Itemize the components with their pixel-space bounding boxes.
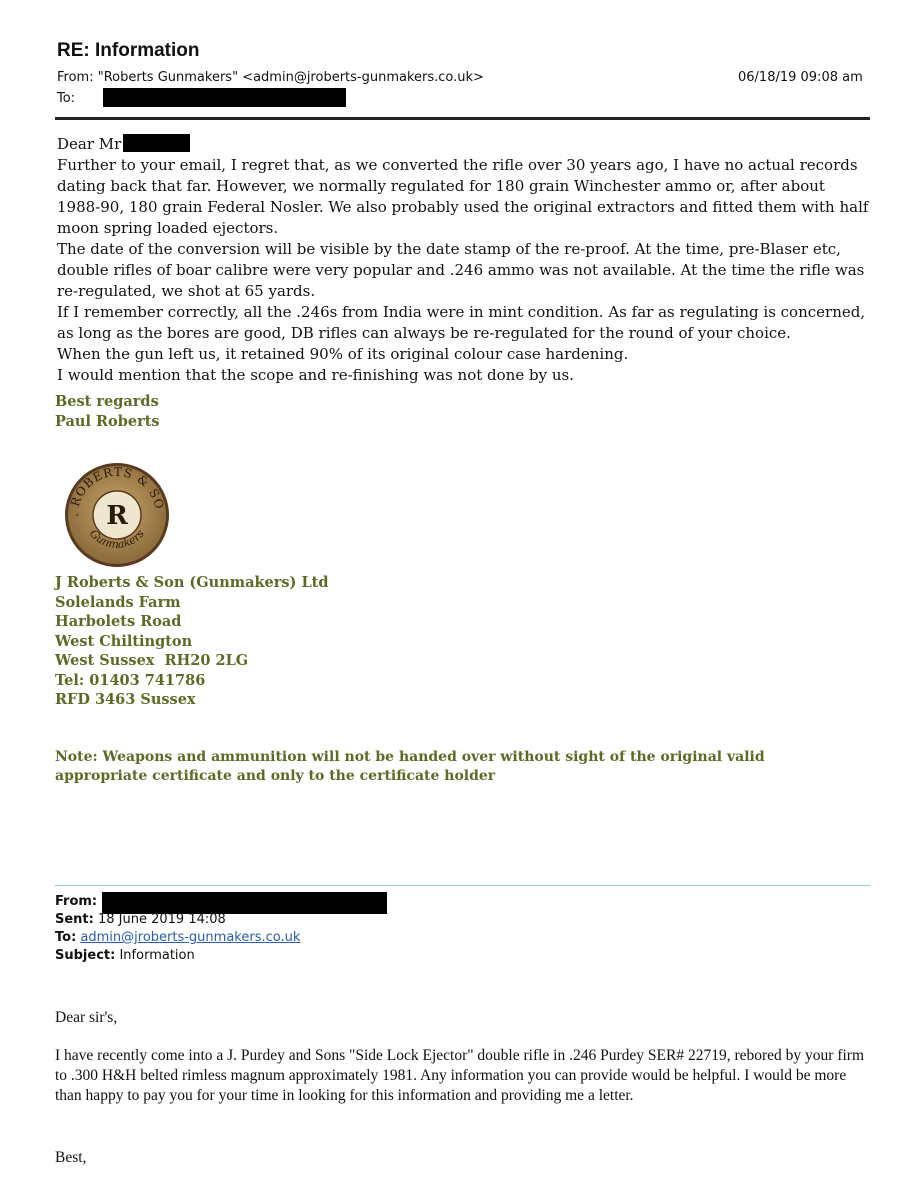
email-datetime: 06/18/19 09:08 am xyxy=(738,70,863,85)
reply-closing: Best regards xyxy=(55,393,159,410)
to-label: To: xyxy=(57,91,76,106)
rfd-number: RFD 3463 Sussex xyxy=(55,691,196,708)
original-body: I have recently come into a J. Purdey and Sons "Side Lock Ejector" double rifle in .246 Purdey SER# 22719, rebored by your firm to .300 H&H belted rimless magnum approximately 1981. Any information you can provide would be helpful. I would be more than happy to pay you for your time in looking for this information and providing me a letter. xyxy=(55,1047,865,1104)
email-subject: RE: Information xyxy=(57,40,200,61)
svg-text:R: R xyxy=(106,501,128,531)
reply-signer: Paul Roberts xyxy=(55,413,160,430)
address-line-1: Solelands Farm xyxy=(55,593,181,611)
original-to: To: admin@jroberts-gunmakers.co.uk xyxy=(55,930,301,945)
signature-block xyxy=(55,573,329,710)
reply-salutation: Dear Mr xyxy=(57,135,122,153)
original-closing: Best, xyxy=(55,1149,87,1166)
redaction-to xyxy=(103,88,346,107)
from-label: From: xyxy=(57,70,94,85)
original-subject: Subject: Information xyxy=(55,948,195,963)
address-line-3: West Chiltington xyxy=(55,632,193,650)
reply-paragraph-1: Further to your email, I regret that, as we converted the rifle over 30 years ago, I have no actual records dating back that far. However, we normally regulated for 180 grain Winchester ammo or, after about 1988-90, 180 grain Federal Nosler. We also probably used the original extractors and fitted them with half moon spring loaded ejectors. xyxy=(57,156,869,237)
original-salutation: Dear sir's, xyxy=(55,1009,118,1026)
header-divider xyxy=(55,117,870,120)
reply-body xyxy=(57,155,869,386)
original-sent: Sent: 18 June 2019 14:08 xyxy=(55,912,226,927)
address-line-4: West Sussex RH20 2LG xyxy=(55,652,249,669)
original-from xyxy=(55,893,97,911)
original-divider xyxy=(55,885,870,886)
reply-paragraph-5: I would mention that the scope and re-finishing was not done by us. xyxy=(57,366,574,384)
telephone: Tel: 01403 741786 xyxy=(55,671,206,689)
redaction-name xyxy=(123,134,190,152)
reply-paragraph-2: The date of the conversion will be visible by the date stamp of the re-proof. At the time, pre-Blaser etc, double rifles of boar calibre were very popular and .246 ammo was not available. At the time the rifle was re-regulated, we shot at 65 yards. xyxy=(57,240,865,300)
svg-text:J. ROBERTS & SON: . ROBERTS & SO xyxy=(66,464,167,518)
email-link[interactable]: admin@jroberts-gunmakers.co.uk xyxy=(80,930,301,945)
from-value: "Roberts Gunmakers" <admin@jroberts-gunmakers.co.uk> xyxy=(97,70,484,85)
reply-paragraph-3: If I remember correctly, all the .246s from India were in mint condition. As far as regulating is concerned, as long as the bores are good, DB rifles can always be re-regulated for the round of your choice. xyxy=(57,303,866,342)
reply-paragraph-4: When the gun left us, it retained 90% of its original colour case hardening. xyxy=(57,345,629,363)
original-from-label: From: xyxy=(55,894,98,909)
legal-note: Note: Weapons and ammunition will not be handed over without sight of the original valid appropriate certificate and only to the certificate holder xyxy=(55,749,765,784)
svg-text:Gunmakers: Gunmakers xyxy=(86,527,147,552)
from-line xyxy=(57,70,484,85)
address-line-2: Harbolets Road xyxy=(55,613,182,630)
company-logo xyxy=(62,460,172,570)
company-name: J Roberts & Son (Gunmakers) Ltd xyxy=(55,574,329,591)
